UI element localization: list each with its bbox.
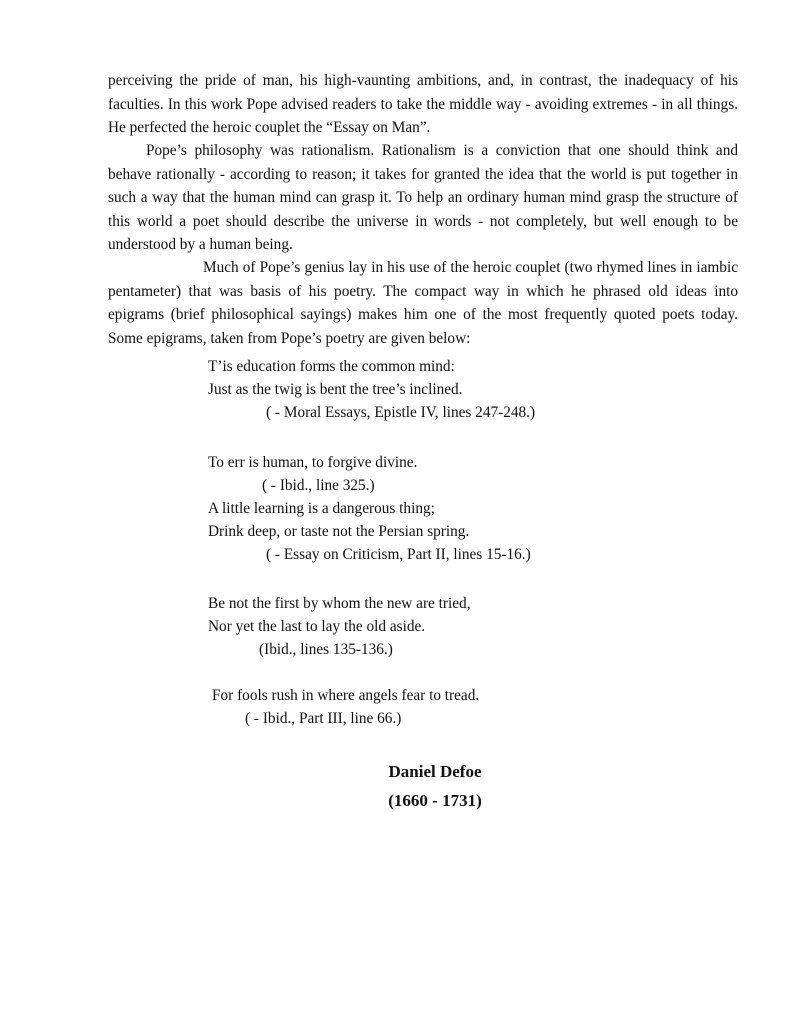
verse-line: A little learning is a dangerous thing;: [208, 500, 435, 517]
verse-citation: ( - Moral Essays, Epistle IV, lines 247-248.): [266, 404, 536, 421]
verse-line: Nor yet the last to lay the old aside.: [208, 618, 426, 635]
paragraph-rationalism: Pope’s philosophy was rationalism. Rationalism is a conviction that one should think and behave rationally - according to reason; it takes for granted the idea that the world is put together in such a way that the human mind can grasp it. To help an ordinary human mind grasp the structure of this world a poet should describe the universe in words - not completely, but well enough to be understood by a human being.: [108, 142, 738, 253]
verse-line: Be not the first by whom the new are tried,: [208, 595, 471, 612]
verse-line: Drink deep, or taste not the Persian spring.: [208, 523, 470, 540]
section-heading-dates: (1660 - 1731): [388, 791, 482, 810]
paragraph-heroic-couplet: Much of Pope’s genius lay in his use of the heroic couplet (two rhymed lines in iambic pentameter) that was basis of his poetry. The compact way in which he phrased old ideas into epigrams (brief philosophical sayings) makes him one of the most frequently quoted poets today. Some epigrams, taken from Pope’s poetry are given below:: [108, 259, 738, 347]
verse-citation: (Ibid., lines 135-136.): [259, 641, 393, 658]
verse-line: T’is education forms the common mind:: [208, 358, 455, 375]
verse-citation: ( - Ibid., Part III, line 66.): [245, 710, 402, 727]
verse-line: Just as the twig is bent the tree’s inclined.: [208, 381, 463, 398]
paragraph-essay-on-man: perceiving the pride of man, his high-vaunting ambitions, and, in contrast, the inadequacy of his faculties. In this work Pope advised readers to take the middle way - avoiding extremes - in all things. He perfected the heroic couplet the “Essay on Man”.: [108, 72, 738, 136]
verse-line: For fools rush in where angels fear to tread.: [212, 687, 480, 704]
verse-citation: ( - Ibid., line 325.): [262, 477, 375, 494]
verse-line: To err is human, to forgive divine.: [208, 454, 418, 471]
verse-citation: ( - Essay on Criticism, Part II, lines 15-16.): [266, 546, 531, 563]
section-heading-name: Daniel Defoe: [388, 762, 482, 781]
